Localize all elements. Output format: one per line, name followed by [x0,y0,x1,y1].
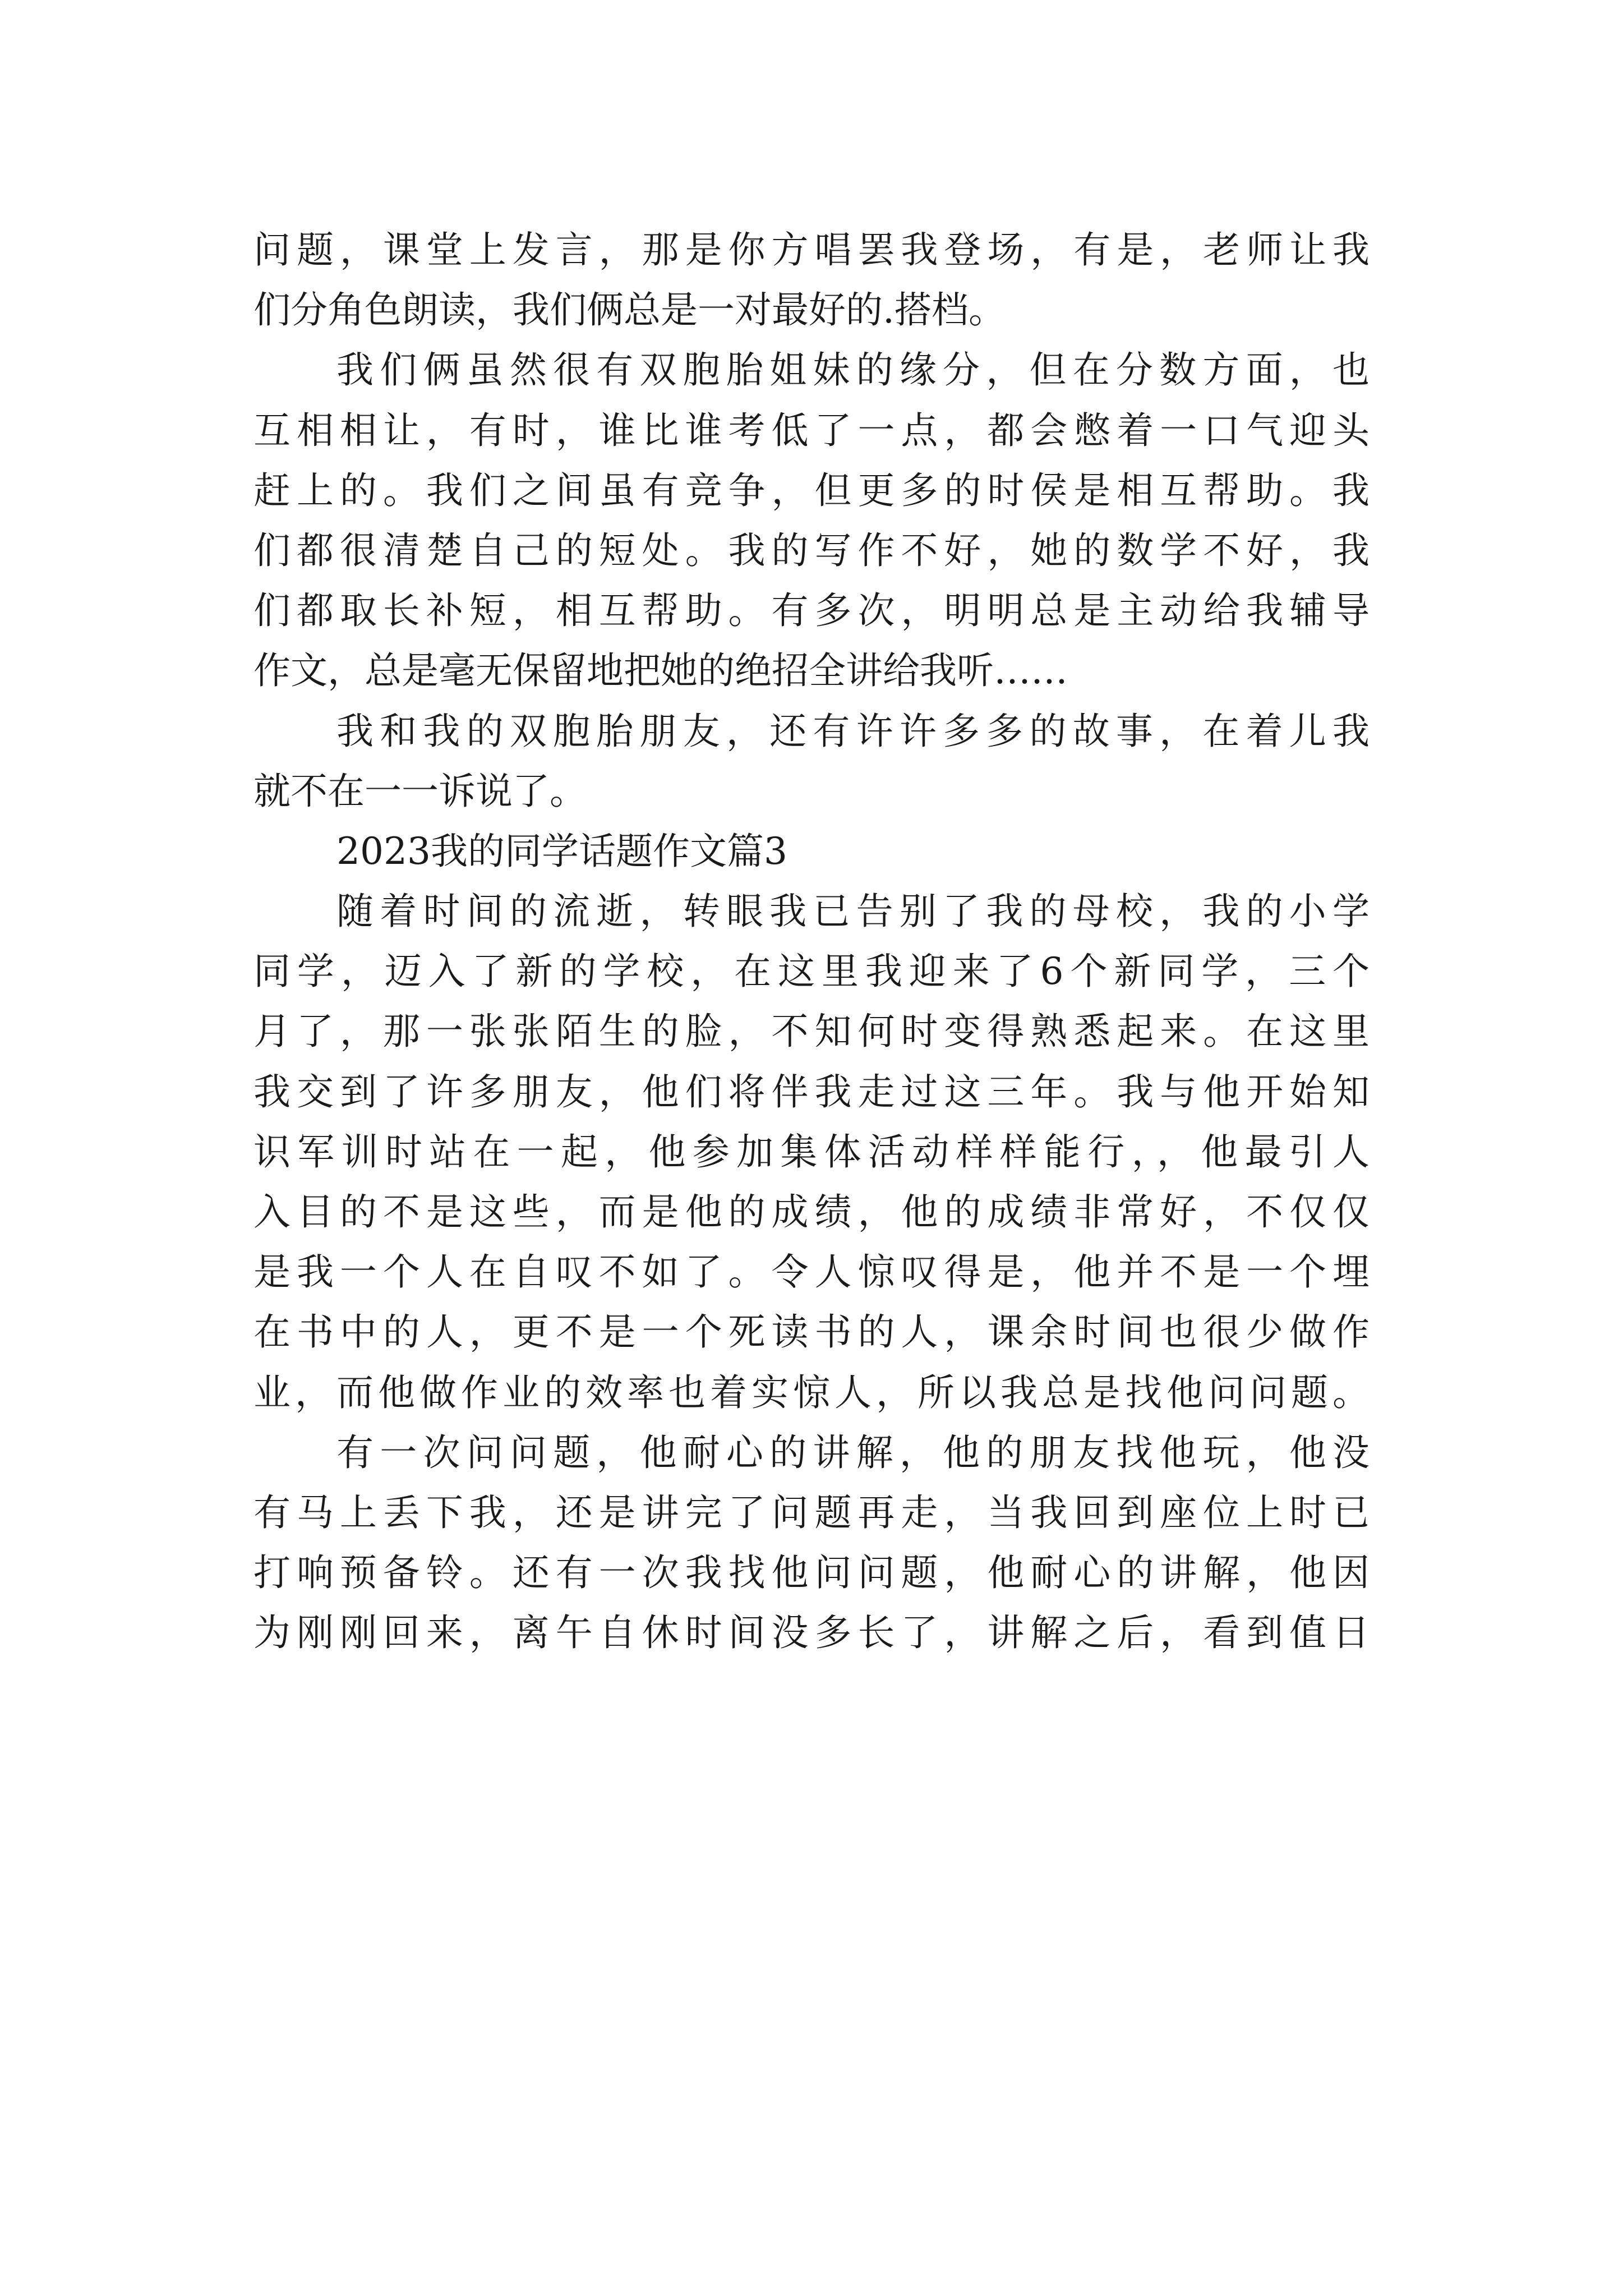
text-line: 就不在一一诉说了。 [253,769,587,813]
section-heading: 2023我的同学话题作文篇3 [336,829,787,873]
text-line: 们都取长补短，相互帮助。有多次，明明总是主动给我辅导 [253,589,1370,633]
text-line: 作文，总是毫无保留地把她的绝招全讲给我听…… [253,649,1068,693]
text-line: 打响预备铃。还有一次我找他问问题，他耐心的讲解，他因 [253,1551,1370,1595]
text-line: 我交到了许多朋友，他们将伴我走过这三年。我与他开始知 [253,1070,1370,1114]
paragraph-first-line: 我和我的双胞胎朋友，还有许许多多的故事，在着儿我 [336,709,1370,753]
text-line: 是我一个人在自叹不如了。令人惊叹得是，他并不是一个埋 [253,1250,1370,1294]
text-line: 入目的不是这些，而是他的成绩，他的成绩非常好，不仅仅 [253,1190,1370,1234]
paragraph-first-line: 有一次问问题，他耐心的讲解，他的朋友找他玩，他没 [336,1430,1370,1474]
paragraph-first-line: 我们俩虽然很有双胞胎姐妹的缘分，但在分数方面，也 [336,348,1370,392]
text-line: 在书中的人，更不是一个死读书的人，课余时间也很少做作 [253,1310,1370,1354]
text-line: 赶上的。我们之间虽有竞争，但更多的时侯是相互帮助。我 [253,468,1370,512]
text-line: 互相相让，有时，谁比谁考低了一点，都会憋着一口气迎头 [253,408,1370,452]
text-line: 有马上丢下我，还是讲完了问题再走，当我回到座位上时已 [253,1490,1370,1534]
text-line: 业，而他做作业的效率也着实惊人，所以我总是找他问问题。 [253,1370,1370,1414]
text-line: 同学，迈入了新的学校，在这里我迎来了6个新同学，三个 [253,950,1370,993]
text-line: 为刚刚回来，离午自休时间没多长了，讲解之后，看到值日 [253,1611,1370,1655]
text-line: 月了，那一张张陌生的脸，不知何时变得熟悉起来。在这里 [253,1010,1370,1053]
text-line: 识军训时站在一起，他参加集体活动样样能行，，他最引人 [253,1130,1370,1174]
paragraph-first-line: 随着时间的流逝，转眼我已告别了我的母校，我的小学 [336,890,1370,933]
text-line: 问题，课堂上发言，那是你方唱罢我登场，有是，老师让我 [253,228,1370,272]
document-page [253,220,1370,1663]
text-line: 们分角色朗读，我们俩总是一对最好的.搭档。 [253,288,1006,332]
text-line: 们都很清楚自己的短处。我的写作不好，她的数学不好，我 [253,528,1370,572]
